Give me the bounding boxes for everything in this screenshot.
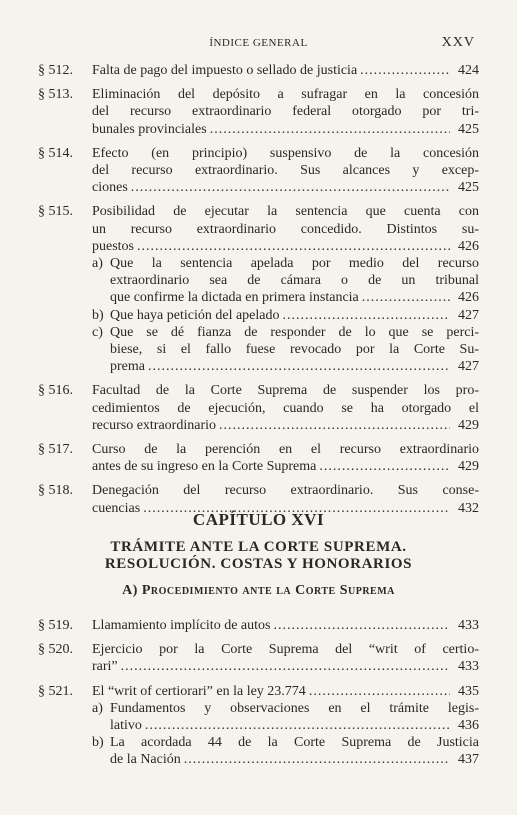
dot-leader [360, 62, 450, 79]
running-title: ÍNDICE GENERAL [209, 37, 308, 49]
toc-entry-page: 427 [458, 307, 479, 323]
toc-entry-page: 433 [458, 618, 479, 633]
toc-entry-page: 436 [458, 718, 479, 734]
toc-subentry-body [110, 307, 479, 324]
toc-subentry [92, 324, 479, 376]
toc-subentry-letter: a) [92, 256, 103, 272]
toc-entry-line [92, 400, 479, 417]
toc-entry-number: § 516. [38, 383, 73, 399]
toc-subentry [92, 255, 479, 307]
toc-entry [38, 145, 479, 197]
toc-entry [38, 441, 479, 475]
toc-entry-line [92, 658, 479, 675]
toc-entry-text: Ejercicio por la Corte Suprema del “writ of certio- [92, 642, 479, 658]
toc-subentry [92, 734, 479, 768]
toc-entry-line [110, 341, 479, 358]
toc-entry-page: 426 [458, 238, 479, 254]
toc-entry-body [92, 617, 479, 634]
toc-entry [38, 382, 479, 434]
toc-entry-page: 435 [458, 683, 479, 699]
toc-entry-line [92, 641, 479, 658]
toc-entry-text: Fundamentos y observaciones en el trámite legis- [110, 700, 479, 716]
toc-entry-number: § 517. [38, 442, 73, 458]
toc-entry-line [92, 203, 479, 220]
toc-subentry-body [110, 255, 479, 307]
toc-entry-text: del recurso extraordinario federal otorgado por tri- [92, 104, 479, 120]
toc-entry-text: ciones [92, 180, 128, 196]
chapter-subtitle-line2: RESOLUCIÓN. COSTAS Y HONORARIOS [104, 556, 413, 572]
chapter-title: CAPÍTULO XVI [192, 510, 325, 529]
dot-leader [210, 121, 450, 138]
toc-entry-text: Posibilidad de ejecutar la sentencia que cuenta con [92, 204, 479, 220]
dot-leader [184, 751, 450, 768]
toc-entry-page: 437 [458, 752, 479, 768]
toc-entry-text: lativo [110, 718, 142, 734]
toc-entry-line [92, 86, 479, 103]
toc-entry-text: del recurso extraordinario. Sus alcances y excep- [92, 163, 479, 179]
toc-entry-page: 433 [458, 659, 479, 675]
toc-entry-line [110, 751, 479, 768]
toc-entry-text: Llamamiento implícito de autos [92, 618, 271, 633]
toc-entry-line [92, 482, 479, 499]
toc-entry-body [92, 382, 479, 434]
toc-entry-page: 429 [458, 459, 479, 475]
toc-entry-text: Curso de la perención en el recurso extraordinario [92, 442, 479, 458]
toc-entry-line [110, 289, 479, 306]
toc-entry-body [92, 62, 479, 79]
toc-entry-line [92, 617, 479, 634]
dot-leader [319, 458, 450, 475]
toc-entry-text: de la Nación [110, 752, 181, 768]
toc-entry [38, 683, 479, 769]
toc-entry-line [110, 272, 479, 289]
toc-entry-text: antes de su ingreso en la Corte Suprema [92, 459, 317, 475]
toc-entry-page: 424 [458, 63, 479, 78]
toc-entry-number: § 518. [38, 483, 73, 499]
toc-subentry-body [110, 734, 479, 768]
toc-entry [38, 641, 479, 675]
toc-entry-text: prema [110, 359, 145, 375]
toc-list-bottom [38, 617, 479, 776]
toc-entry-line [92, 162, 479, 179]
toc-entry-line [92, 458, 479, 475]
toc-entry-number: § 515. [38, 204, 73, 220]
toc-entry-line [110, 324, 479, 341]
toc-entry-body [92, 683, 479, 769]
toc-entry-number: § 519. [38, 618, 73, 633]
toc-entry-text: un recurso extraordinario concedido. Distintos su- [92, 221, 479, 237]
toc-entry-number: § 514. [38, 145, 73, 161]
toc-entry-text: cedimientos de ejecución, cuando se ha otorgado el [92, 400, 479, 416]
toc-subentry-body [110, 324, 479, 376]
toc-entry-number: § 520. [38, 642, 73, 658]
toc-entry-line [110, 700, 479, 717]
toc-entry-body [92, 145, 479, 197]
toc-entry-text: Denegación del recurso extraordinario. Sus conse- [92, 483, 479, 499]
toc-entry-text: La acordada 44 de la Corte Suprema de Justicia [110, 735, 479, 751]
toc-entry-text: recurso extraordinario [92, 417, 216, 433]
toc-entry-body [92, 86, 479, 138]
toc-entry [38, 617, 479, 634]
toc-entry-line [110, 734, 479, 751]
toc-entry-text: Facultad de la Corte Suprema de suspender los pro- [92, 383, 479, 399]
toc-entry-text: Efecto (en principio) suspensivo de la concesión [92, 145, 479, 161]
toc-entry-text: Que se dé fianza de responder de lo que se perci- [110, 324, 479, 340]
toc-entry-body [92, 203, 479, 375]
dot-leader [137, 238, 450, 255]
toc-entry-line [92, 417, 479, 434]
toc-entry-text: Que la sentencia apelada por medio del recurso [110, 256, 479, 272]
toc-entry-text: que confirme la dictada en primera instancia [110, 290, 359, 306]
toc-entry [38, 203, 479, 375]
dot-leader [362, 289, 450, 306]
toc-entry-text: El “writ of certiorari” en la ley 23.774 [92, 683, 306, 699]
toc-subentry-letter: c) [92, 324, 103, 340]
toc-entry-line [92, 238, 479, 255]
toc-entry [38, 62, 479, 79]
toc-entry-number: § 512. [38, 63, 73, 78]
dot-leader [131, 179, 450, 196]
chapter-subtitle-line1: TRÁMITE ANTE LA CORTE SUPREMA. [110, 539, 407, 555]
toc-entry-text: Que haya petición del apelado [110, 307, 280, 323]
toc-entry-line [92, 441, 479, 458]
toc-entry-page: 432 [458, 500, 479, 516]
dot-leader [273, 617, 450, 634]
toc-entry-page: 425 [458, 180, 479, 196]
dot-leader [219, 417, 450, 434]
toc-entry-text: bunales provinciales [92, 121, 207, 137]
toc-entry-page: 427 [458, 359, 479, 375]
toc-entry-line [92, 121, 479, 138]
toc-entry-line [92, 179, 479, 196]
toc-entry-text: puestos [92, 238, 134, 254]
toc-entry-line [92, 145, 479, 162]
toc-entry-page: 425 [458, 121, 479, 137]
toc-entry-line [92, 382, 479, 399]
toc-subentry [92, 307, 479, 324]
dot-leader [282, 307, 450, 324]
toc-entry-line [110, 717, 479, 734]
toc-entry-text: rari” [92, 659, 118, 675]
toc-entry-line [110, 307, 479, 324]
toc-entry-line [92, 103, 479, 120]
toc-subentry-letter: b) [92, 307, 104, 323]
toc-entry-text: biese, si el fallo fuese revocado por la Corte Su- [110, 342, 479, 358]
toc-subentry-letter: a) [92, 700, 103, 716]
toc-entry-text: Eliminación del depósito a sufragar en la concesión [92, 87, 479, 103]
toc-subentry [92, 700, 479, 734]
toc-entry-page: 426 [458, 290, 479, 306]
toc-entry-text: cuencias [92, 500, 141, 516]
toc-entry-number: § 521. [38, 683, 73, 699]
toc-list-top [38, 62, 479, 524]
page-header [0, 35, 517, 55]
toc-entry-line [92, 62, 479, 79]
toc-entry-body [92, 641, 479, 675]
toc-entry-line [110, 358, 479, 375]
toc-entry-text: Falta de pago del impuesto o sellado de justicia [92, 63, 358, 78]
toc-entry [38, 86, 479, 138]
toc-subentry-body [110, 700, 479, 734]
dot-leader [309, 683, 450, 700]
toc-entry-line [92, 683, 479, 700]
toc-entry-line [92, 221, 479, 238]
toc-subentry-letter: b) [92, 735, 104, 751]
toc-entry-page: 429 [458, 417, 479, 433]
page-number: XXV [441, 35, 475, 50]
section-heading: A) Procedimiento ante la Corte Suprema [122, 583, 395, 598]
toc-entry-number: § 513. [38, 87, 73, 103]
dot-leader [121, 658, 450, 675]
toc-entry-line [110, 255, 479, 272]
dot-leader [148, 358, 450, 375]
toc-entry-text: extraordinario sea de cámara o de un tribunal [110, 273, 479, 289]
toc-entry-body [92, 441, 479, 475]
chapter-heading [0, 510, 517, 573]
dot-leader [145, 717, 450, 734]
